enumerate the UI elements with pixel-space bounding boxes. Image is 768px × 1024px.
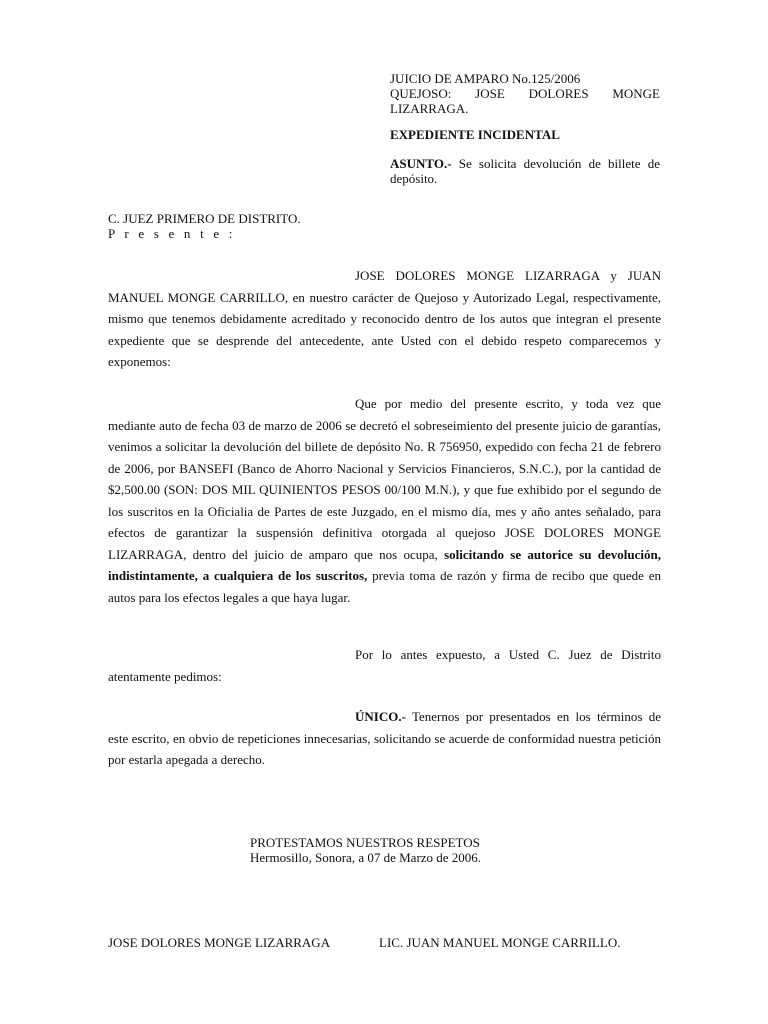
- presente: P r e s e n t e :: [108, 226, 236, 241]
- signature-right: LIC. JUAN MANUEL MONGE CARRILLO.: [379, 935, 621, 950]
- place-date: Hermosillo, Sonora, a 07 de Marzo de 2006.: [250, 850, 482, 865]
- complainant-line: QUEJOSO: JOSE DOLORES MONGE LIZARRAGA.: [390, 86, 660, 116]
- subject-text: Se solicita devolución de billete de depósito.: [390, 156, 660, 186]
- signature-left: JOSE DOLORES MONGE LIZARRAGA: [108, 935, 331, 950]
- subject-line: [390, 156, 660, 186]
- expediente-heading: EXPEDIENTE INCIDENTAL: [390, 127, 560, 142]
- recipient: C. JUEZ PRIMERO DE DISTRITO.: [108, 211, 301, 226]
- case-number: JUICIO DE AMPARO No.125/2006: [390, 71, 581, 86]
- unico-label: ÚNICO.-: [355, 709, 406, 724]
- request-emphasis: solicitando se autorice su devolución, indistintamente, a cualquiera de los suscritos,: [108, 546, 661, 583]
- closing-salutation: PROTESTAMOS NUESTROS RESPETOS: [250, 835, 480, 850]
- paragraph-request: Que por medio del presente escrito, y toda vez que mediante auto de fecha 03 de marzo de 2006 se decretó el sobreseimiento del presente juicio de garantías, venimos a solicitar la devolución del billete de depósito No. R 756950, expedido con fecha 21 de febrero de 2006, por BANSEFI (Banco de Ahorro Nacional y Servicios Financieros, S.N.C.), por la cantidad de $2,500.00 (SON: DOS MIL QUINIENTOS PESOS 00/100 M.N.), y que fue exhibido por el segundo de los suscritos en la Oficialia de Partes de este Juzgado, en el mismo día, mes y año antes señalado, para efectos de garantizar la suspensión definitiva otorgada al quejoso JOSE DOLORES MONGE LIZARRAGA, dentro del juicio de amparo que nos ocupa, solicitando se autorice su devolución, indistintamente, a cualquiera de los suscritos, previa toma de razón y firma de recibo que quede en autos para los efectos legales a que haya lugar.: [108, 396, 661, 605]
- document-header: [390, 71, 660, 116]
- subject-label: ASUNTO.-: [390, 156, 452, 171]
- paragraph-petition: Por lo antes expuesto, a Usted C. Juez de Distrito atentamente pedimos:: [108, 647, 661, 684]
- recipient-block: [108, 211, 301, 241]
- closing-block: [250, 835, 481, 865]
- paragraph-unico: ÚNICO.- Tenernos por presentados en los términos de este escrito, en obvio de repeticiones innecesarias, solicitando se acuerde de conformidad nuestra petición por estarla apegada a derecho.: [108, 709, 661, 767]
- paragraph-intro: JOSE DOLORES MONGE LIZARRAGA y JUAN MANUEL MONGE CARRILLO, en nuestro carácter de Quejoso y Autorizado Legal, respectivamente, mismo que tenemos debidamente acreditado y reconocido dentro de los autos que integran el presente expediente que se desprende del antecedente, ante Usted con el debido respeto comparecemos y exponemos:: [108, 268, 661, 369]
